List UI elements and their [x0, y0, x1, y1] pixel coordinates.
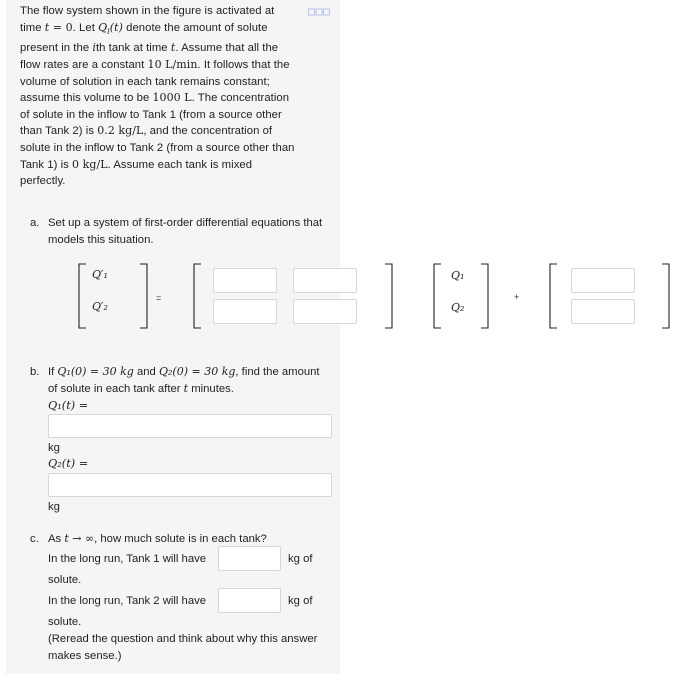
- const-left-bracket: [549, 263, 559, 329]
- part-a-label: a.: [30, 217, 40, 229]
- plus-sign: +: [514, 292, 520, 302]
- part-a-text: Set up a system of first-order differential equations that models this situation.: [48, 217, 323, 246]
- const-entry-2[interactable]: [571, 299, 635, 324]
- tank2-solute-word: solute.: [48, 616, 82, 628]
- tank1-longrun-input[interactable]: [218, 546, 281, 571]
- matrix-entry-11[interactable]: [213, 268, 277, 293]
- matrix-entry-22[interactable]: [293, 299, 357, 324]
- part-c-question: As t → ∞, how much solute is in each tank?: [48, 532, 267, 545]
- tank1-longrun-text: In the long run, Tank 1 will have: [48, 553, 207, 565]
- part-b-text: If Q₁(0) = 30 kg and Q₂(0) = 30 kg, find the amount of solute in each tank after t minutes.: [48, 365, 320, 395]
- tank2-longrun-text: In the long run, Tank 2 will have: [48, 595, 207, 607]
- vector-right-bracket: [479, 263, 489, 329]
- lhs-q1-prime: Q′₁: [92, 268, 108, 281]
- q2-t-input[interactable]: [48, 473, 332, 497]
- part-b-label: b.: [30, 366, 40, 378]
- problem-statement: The flow system shown in the figure is activated at time t = 0. Let $Q_i(t)$ denote the amount of solute present in the ith tank at time t. Assume that all the flow rates are a constant 10 L/min. It follows that the volume of solution in each tank remains constant; assume this volume to be 1000 L. The concentration of solute in the inflow to Tank 1 (from a source other than Tank 2) is 0.2 kg/L, and the concentration of solute in the inflow to Tank 2 (from a source other than Tank 1) is 0 kg/L. Assume each tank is mixed perfectly.: [20, 5, 295, 188]
- tank1-solute-word: solute.: [48, 574, 82, 586]
- vector-q1: Q₁: [451, 269, 465, 282]
- vector-q2: Q₂: [451, 301, 465, 314]
- q1-t-label: Q₁(t) =: [48, 399, 89, 412]
- const-right-bracket: [660, 263, 670, 329]
- lhs-left-bracket: [78, 263, 88, 329]
- vector-left-bracket: [433, 263, 443, 329]
- matrix-entry-12[interactable]: [293, 268, 357, 293]
- q2-unit: kg: [48, 501, 60, 513]
- q1-t-input[interactable]: [48, 414, 332, 438]
- figure-thumbnail-icon[interactable]: [308, 7, 330, 17]
- tank1-unit: kg of: [288, 553, 313, 565]
- matrix-left-bracket: [193, 263, 203, 329]
- lhs-right-bracket: [138, 263, 148, 329]
- part-c-label: c.: [30, 533, 39, 545]
- const-entry-1[interactable]: [571, 268, 635, 293]
- tank2-unit: kg of: [288, 595, 313, 607]
- q2-t-label: Q₂(t) =: [48, 457, 89, 470]
- reread-note: (Reread the question and think about why this answer makes sense.): [48, 633, 318, 662]
- equals-sign: =: [156, 293, 162, 303]
- lhs-q2-prime: Q′₂: [92, 300, 108, 313]
- matrix-entry-21[interactable]: [213, 299, 277, 324]
- matrix-right-bracket: [383, 263, 393, 329]
- q1-unit: kg: [48, 442, 60, 454]
- tank2-longrun-input[interactable]: [218, 588, 281, 613]
